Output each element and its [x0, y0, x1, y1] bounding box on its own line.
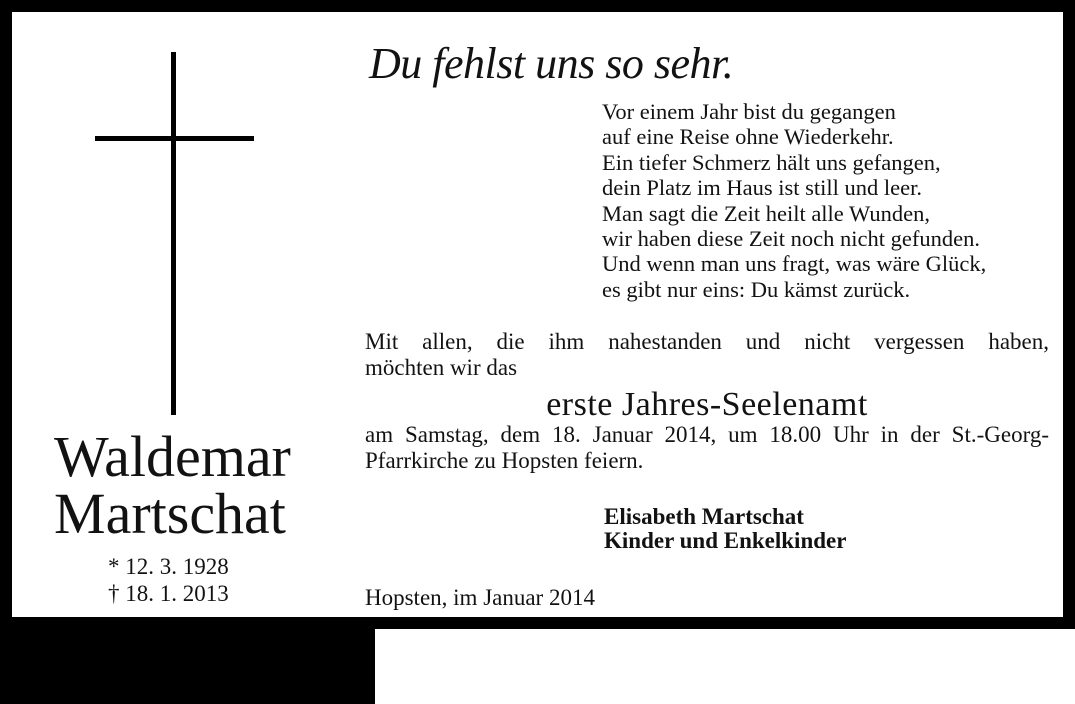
- poem-line: auf eine Reise ohne Wiederkehr.: [602, 124, 894, 150]
- poem-line: Ein tiefer Schmerz hält uns gefangen,: [602, 149, 941, 175]
- deceased-name: [54, 424, 291, 546]
- poem-line: wir haben diese Zeit noch nicht gefunden.: [602, 226, 980, 252]
- invitation-line: möchten wir das: [365, 354, 518, 380]
- poem-line: dein Platz im Haus ist still und leer.: [602, 175, 922, 201]
- cross-vertical-bar: [171, 52, 176, 415]
- invitation-text: [365, 329, 1049, 380]
- invitation-line: Mit allen, die ihm nahestanden und nicht vergessen haben,: [365, 329, 1049, 354]
- deceased-last-name: Martschat: [54, 481, 286, 546]
- death-date: † 18. 1. 2013: [108, 581, 229, 606]
- poem-line: es gibt nur eins: Du kämst zurück.: [602, 276, 911, 302]
- mourner-name: Kinder und Enkelkinder: [604, 527, 847, 553]
- poem-line: Man sagt die Zeit heilt alle Wunden,: [602, 200, 930, 226]
- service-details-line: am Samstag, dem 18. Januar 2014, um 18.00 Uhr in der St.-Georg-: [365, 422, 1049, 447]
- poem-line: Vor einem Jahr bist du gegangen: [602, 99, 896, 124]
- cross-horizontal-bar: [95, 136, 254, 141]
- memorial-poem: [602, 99, 986, 302]
- service-details-line: Pfarrkirche zu Hopsten feiern.: [365, 448, 644, 473]
- bottom-black-block: [0, 629, 375, 704]
- memorial-title: Du fehlst uns so sehr.: [369, 39, 734, 88]
- place-date: Hopsten, im Januar 2014: [365, 585, 595, 610]
- mourner-name: Elisabeth Martschat: [604, 504, 804, 529]
- service-details: [365, 422, 1049, 474]
- birth-date: * 12. 3. 1928: [108, 554, 229, 579]
- deceased-first-name: Waldemar: [54, 424, 291, 489]
- service-heading: erste Jahres-Seelenamt: [546, 386, 868, 423]
- poem-line: Und wenn man uns fragt, was wäre Glück,: [602, 251, 987, 277]
- mourners-list: [604, 505, 846, 552]
- life-dates: [108, 553, 229, 607]
